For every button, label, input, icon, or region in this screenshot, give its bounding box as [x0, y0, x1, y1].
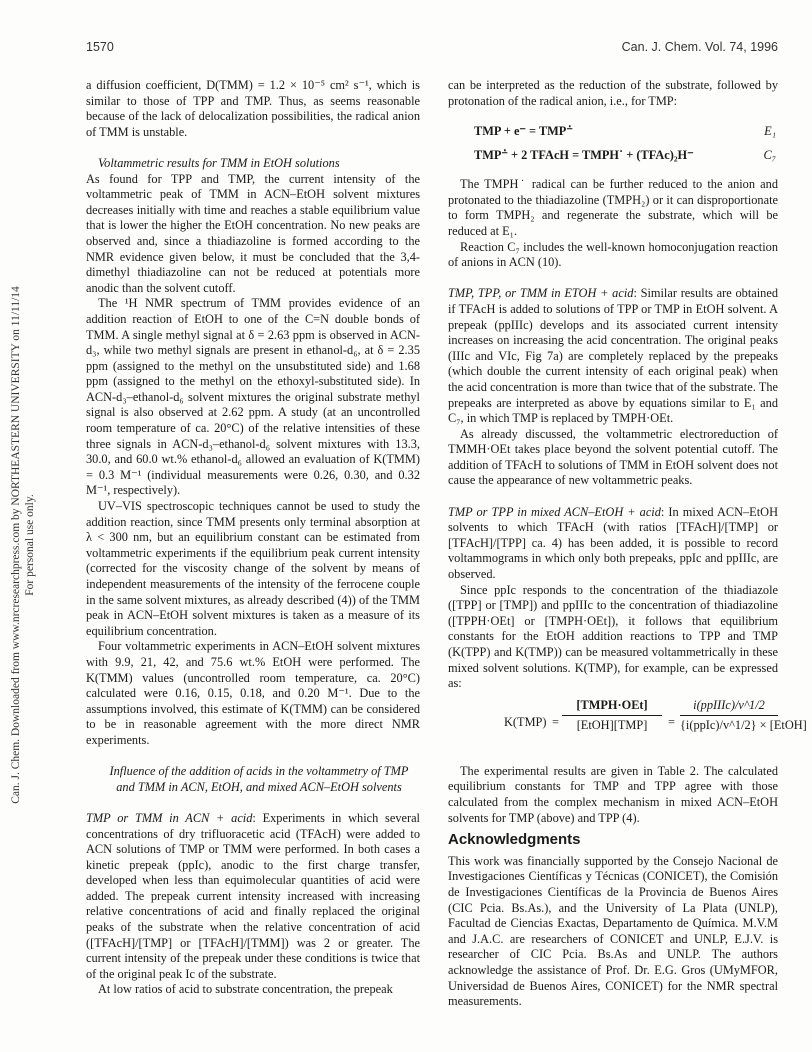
paragraph: Since ppIc responds to the concentration of the thiadiazole ([TPP] or [TMP]) and ppIIIc to the concentration of thiadiazoline ([TPPH·OEt] or [TMPH·OEt]), it follows that equilibrium constants for the EtOH addition reactions to TPP and TMP (K(TPP) and K(TMP)) can be measured voltammetrically in these mixed solvent solutions. K(TMP), for example, can be expressed as: [448, 582, 778, 691]
paragraph: Four voltammetric experiments in ACN–EtOH solvent mixtures with 9.9, 21, 42, and 75.6 wt.% EtOH were performed. The K(TMM) values (uncontrolled room temperature, ca. 20°C) calculated were 0.16, 0.15, 0.18, and 0.20 M⁻¹. Due to the assumptions involved, this estimate of K(TMM) can be considered to be in reasonable agreement with the more direct NMR experiments. [86, 639, 420, 747]
left-column [86, 78, 420, 998]
page-number: 1570 [86, 40, 114, 54]
equation-label: C₇ [763, 148, 776, 163]
section-heading: Influence of the addition of acids in the voltammetry of TMP [109, 764, 409, 779]
fraction-current: i(ppIIIc)/v^1/2 {i(ppIc)/v^1/2} × [EtOH] [680, 697, 807, 733]
fraction-concentration: [TMPH·OEt] [EtOH][TMP] [562, 698, 662, 734]
equation-lhs: K(TMP) [504, 714, 547, 729]
equation-e1: TMP + e⁻ = TMP⁻̇ E₁ [448, 119, 778, 143]
paragraph: can be interpreted as the reduction of the substrate, followed by protonation of the radical anion, i.e., for TMP: [448, 78, 778, 108]
run-in-heading: TMP or TMM in ACN + acid [86, 810, 253, 825]
paragraph: TMP or TMM in ACN + acid: Experiments in which several concentrations of dry trifluoracetic acid (TFAcH) were added to ACN solutions of TMP or TMM were performed. In both cases a kinetic prepeak (ppIc), anodic to the first charge transfer, developed when less than equimolecular quantities of acid were added. The prepeak current intensity increased with increasing relative concentrations of acid and finally replaced the original peaks of the substrate when the relative concentration of acid ([TFAcH]/[TMP] or [TFAcH]/[TMM]) was 2 or greater. The current intensity of the prepeak under these conditions is twice that of the original peak Ic of the substrate. [86, 810, 420, 981]
paragraph: As already discussed, the voltammetric electroreduction of TMMH·OEt takes place beyond the solvent potential cutoff. The addition of TFAcH to solutions of TMM in EtOH solvent does not cause the appearance of new voltammetric peaks. [448, 426, 778, 488]
paragraph: The experimental results are given in Table 2. The calculated equilibrium constants for TMP and TPP agree with those calculated from the complex mechanism in mixed ACN–EtOH solvents for TMP (above) and TPP (4). [448, 763, 778, 825]
paragraph: At low ratios of acid to substrate concentration, the prepeak [98, 982, 393, 997]
paragraph: TMP or TPP in mixed ACN–EtOH + acid: In mixed ACN–EtOH solvents to which TFAcH (with ratios [TFAcH]/[TMP] or [TFAcH]/[TPP] ca. 4) has been added, it is possible to record voltammograms in which only both prepeaks, ppIc and ppIIIc, are observed. [448, 504, 778, 582]
paragraph: UV–VIS spectroscopic techniques cannot be used to study the addition reaction, since TMM presents only terminal absorption at λ < 300 nm, but an equilibrium constant can be estimated from voltammetric experiments if the equilibrium peak current intensity (corrected for the viscosity change of the solvent by means of independent measurements of the intensity of the ferrocene couple in the same solvent mixtures, as already described (4)) of the TMM peak in ACN–EtOH solvent mixtures is taken as a measure of its equilibrium concentration. [86, 499, 420, 638]
paragraph: TMP, TPP, or TMM in ETOH + acid: Similar results are obtained if TFAcH is added to solutions of TPP or TMP in EtOH solvent. A prepeak (ppIIIc) develops and its associated current intensity increases on increasing the acid concentration. The original peaks (IIIc and VIc, Fig 7a) are completely replaced by the prepeaks (which double the current intensity of each original peak) when the acid concentration is more than twice that of the substrate. The prepeaks are interpreted as above by equations similar to E₁ and C₇, in which TMP is replaced by TMPH·OEt. [448, 286, 778, 426]
download-watermark [2, 225, 44, 865]
running-header [86, 40, 778, 58]
watermark-line-1: Can. J. Chem. Downloaded from www.nrcresearchpress.com by NORTHEASTERN UNIVERSITY on 11/11/14 [10, 286, 22, 804]
paragraph: The ¹H NMR spectrum of TMM provides evidence of an addition reaction of EtOH to one of the C=N double bonds of TMM. A single methyl signal at δ = 2.63 ppm is observed in ACN-d₃, while two methyl signals are present in ethanol-d₆, at δ = 2.35 ppm (assigned to the methyl on the unsubstituted side) and 1.68 ppm (assigned to the methyl on the ethoxyl-substituted side). In ACN-d₃–ethanol-d₆ solvent mixtures the original substrate methyl signal is also observed at 2.62 ppm. A study (at an uncontrolled room temperature of ca. 20°C) of the relative intensities of these three signals in ACN-d₃–ethanol-d₆ solvent mixtures with 13.3, 30.0, and 60.0 wt.% ethanol-d₆ allowed an evaluation of K(TMM) = 0.3 M⁻¹ (individual measurements were 0.26, 0.30, and 0.32 M⁻¹, respectively). [86, 296, 420, 498]
watermark-line-2: For personal use only. [24, 494, 36, 596]
equation-label: E₁ [764, 124, 776, 139]
right-column [448, 78, 807, 1010]
paragraph: Reaction C₇ includes the well-known homoconjugation reaction of anions in ACN (10). [448, 239, 778, 270]
run-in-heading: TMP, TPP, or TMM in ETOH + acid [448, 286, 634, 301]
acknowledgments-heading: Acknowledgments [448, 831, 581, 849]
journal-citation: Can. J. Chem. Vol. 74, 1996 [621, 40, 778, 54]
paragraph: As found for TPP and TMP, the current intensity of the voltammetric peak of TMM in ACN–EtOH solvent mixtures decreases initially with time and reaches a stable equilibrium value that is lower the higher the EtOH concentration. No new peaks are observed and, since a thiadiazoline is formed according to the NMR evidence given below, it must be concluded that the 3,4-dimethyl thiadiazoline can not be reduced at potentials more anodic than the solvent cutoff. [86, 171, 420, 295]
section-heading: Voltammetric results for TMM in EtOH solutions [98, 155, 340, 170]
paragraph: The TMPH˙ radical can be further reduced to the anion and protonated to the thiadiazoline (TMPH₂) or it can disproportionate to form TMPH₂ and regenerate the substrate, which will be reduced at E₁. [448, 177, 778, 238]
equation-c7: TMP⁻̇ + 2 TFAcH = TMPH˙ + (TFAc)₂H⁻ C₇ [448, 143, 778, 167]
acknowledgments-text: This work was financially supported by the Consejo Nacional de Investigaciones Científicas y Técnicas (CONICET), the Comisión de Investigaciones Científicas de la Provincia de Buenos Aires (CIC Pcia. Bs.As.), and the University of La Plata (UNLP), Facultad de Ciencias Exactas, Departamento de Química. M.V.M and J.A.C. are researchers of CONICET and UNLP, E.J.V. is researcher of CIC Pcia. Bs.As and UNLP. The authors acknowledge the assistance of Prof. Dr. E.G. Gros (UMyMFOR, Universidad de Buenos Aires, CONICET) for the NMR spectral measurements. [448, 853, 778, 1009]
run-in-heading: TMP or TPP in mixed ACN–EtOH + acid [448, 504, 661, 519]
paragraph: a diffusion coefficient, D(TMM) = 1.2 × 10⁻⁵ cm² s⁻¹, which is similar to those of TPP and TMP. Thus, as seems reasonable because of the lack of delocalization possibilities, the radical anion of TMM is unstable. [86, 78, 420, 139]
equilibrium-equation: K(TMP) = [TMPH·OEt] [EtOH][TMP] = i(ppIIIc)/v^1/2 {i(ppIc)/v^1/2} × [EtOH] [504, 697, 807, 733]
section-heading-cont: and TMM in ACN, EtOH, and mixed ACN–EtOH solvents [116, 779, 402, 794]
